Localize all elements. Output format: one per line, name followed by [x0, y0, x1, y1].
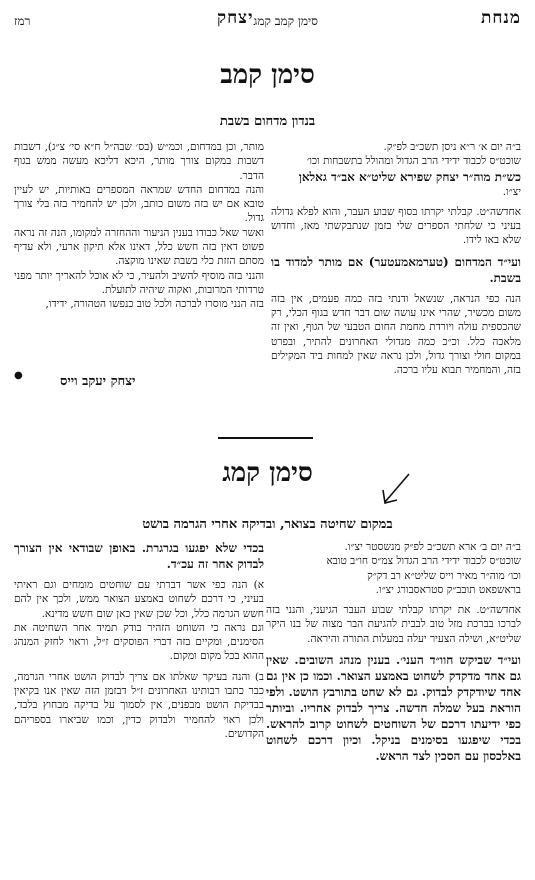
section-divider: [218, 437, 313, 439]
paragraph: והנה במדחום החדש שמראה המספרים באותיות, יש לעיין טובא אם יש בזה משום כותב, ולכן יש להחמיר בזה בלי צורך גדול.: [14, 183, 264, 225]
paragraph: א) הנה כפי אשר דברתי עם שוחטים מומחים וגם ראיתי בעיני, כי דרכם לשחוט באמצע הצואר ממש, ולכך אין להם חשש הגרמה כלל, וכל שכן שאין כאן שום חשש מדינא.: [14, 579, 264, 620]
paragraph: שוכט״ס לכבוד ידידי הרב הגדול ומהולל בתשבחות וכו׳: [306, 155, 521, 168]
paragraph: אחדשה״ט. קבלתי יקרתו בסוף שבוע העבר, והוא לפלא גדולה בעיני כי שלחתי הספרים שלי בזמן שנתבקשתי מאז, וחדוש שלא באו לידו.: [271, 205, 521, 247]
paragraph: וכו׳ מוה״ר מאיר וייס שליט״א רב דק״ק: [367, 569, 521, 582]
siman-142-title: סימן קמב: [220, 60, 315, 90]
siman-143-title: סימן קמג: [222, 458, 313, 488]
siman-142-subtitle: בנדון מדחום בשבת: [219, 114, 316, 129]
paragraph: כש״ת מוה״ר יצחק שפירא שליט״א אב״ד גאלאן: [298, 169, 521, 184]
signature: יצחק יעקב וייס: [60, 374, 136, 389]
paragraph: ואשר שאל כבודו בענין הניעור וההחזרה למקומו, הנה זה נראה פשוט דאין בזה חשש כלל, דאינו אלא תיקון ארעי, ולא עדיף מסתם הזזת כלי בשבת שאינו מוקצה.: [14, 226, 264, 268]
handwritten-arrow-icon: [375, 470, 415, 510]
siman-143-subtitle: במקום שחיטה בצואר, ובדיקה אחרי הגרמה בושט: [142, 517, 393, 532]
header-section-range: סימן קמב קמג: [253, 14, 318, 28]
paragraph: וגם נראה כי השוחט הזהיר בודק תמיד אחר השחיטה את הסימנים, ומקיים בזה דברי הפוסקים ז״ל, וראוי לחזק המנהג ההוא בכל מקום ומקום.: [14, 621, 264, 663]
paragraph: ב״ה יום ב׳ ארא תשכ״ב לפ״ק מנשסטר יצ״ו.: [344, 541, 521, 553]
paragraph: ב) והנה בעיקר שאלתו אם צריך לבדוק הושט אחרי הגרמה, כבר כתבו רבותינו האחרונים ז״ל דבזמן הזה שאין אנו בקיאין בבדיקת הושט מבפנים, אין לסמוך על בדיקה מבחוץ בלבד, ולכן ראוי להחמיר ולבדוק כדין, וכמו שביארו בספריהם הקדושים.: [14, 670, 264, 740]
paragraph: בזה הנני מוסרו לברכה ולכל טוב כנפשו הטהורה, ידידו,: [45, 298, 264, 311]
running-header: [12, 8, 523, 36]
bullet-mark: ●: [14, 370, 23, 381]
siman-143-right-column: [266, 540, 521, 875]
paragraph: ועי״ד שביקש חוו״ד העני׳. בענין מנהג השובים. שאין גם אחד מדקדק לשחוט באמצע הצואר. וכמו כן אין גם אחד שיודקדק לבדוק. גם לא שחט בתורבץ הושט. ולפי הוראת בעל שמלה חדשה. צריך לבדוק אחריו. וביותר כפי ידיעתו דרכם של השוחטים לשחוט קרוב להראש. בכדי שיפגעו בסימנים בניקל. וכיון דרכם לשחוט באלכסון עם הסכין לצד הראש.: [266, 653, 521, 764]
paragraph: ועי״ד המדחום (טערמאמעטער) אם מותר למדוד בו בשבת.: [271, 254, 521, 285]
siman-142-left-column: [14, 140, 264, 380]
header-author: יצחק: [217, 8, 254, 28]
paragraph: בכדי שלא יפגעו בגרגרת. באופן שבודאי אין הצורך לבדוק אחר זה עכ״ד.: [14, 541, 264, 571]
header-book-title: מנחת: [480, 8, 521, 28]
paragraph: הנה כפי הנראה, שנשאל ודנתי בזה כמה פעמים, אין בזה משום מכשיר, שהרי אינו עושה שום דבר חדש בגוף הכלי, רק שהכספית עולה ויורדת מחמת החום הטבעי של הגוף, ואין זה מלאכה כלל. וכ״כ כמה מגדולי האחרונים להתיר, ובפרט במקום חולי וצורך גדול, ולכן נראה שאין למחות ביד המקילים בזה, והמחמיר תבוא עליו ברכה.: [271, 292, 521, 377]
paragraph: ב״ה יום א׳ ר״א ניסן תשכ״ב לפ״ק.: [383, 141, 521, 153]
siman-142-right-column: [271, 140, 521, 430]
header-page-number: רמז: [14, 14, 31, 28]
siman-143-left-column: [14, 540, 264, 875]
paragraph: אחדשה״ט. את יקרתו קבלתי שבוע העבר הגיעני, והנני בזה לברכו בברכת מזל טוב לבבית להגיעת הבר מצוה של בנו היקר שליט״א, ושילה הצעיר יעלה במעלות התורה והיראה.: [266, 604, 521, 645]
paragraph: שוכט״ס לכבוד ידידי הרב הגדול צמ״ס חו״ב טובא: [326, 555, 521, 568]
paragraph: בראשפאט תובב״ק סטראסבורג יצ״ו.: [375, 583, 521, 596]
paragraph: והנני בזה מוסיף להשיב ולהעיר, כי לא אוכל להאריך יותר מפני טרדותי המרובות, ואקוה שיהיה לתועלת.: [14, 269, 264, 296]
paragraph: מותר, וכן במדחום, וכמ״ש (בס׳ שבה״ל ח״א סי׳ צ״ג), דשבות דשבות במקום צורך מותר, היכא דליכא מעשה ממש בגוף הדבר.: [14, 141, 264, 182]
paragraph: יצ״ו.: [502, 185, 521, 198]
